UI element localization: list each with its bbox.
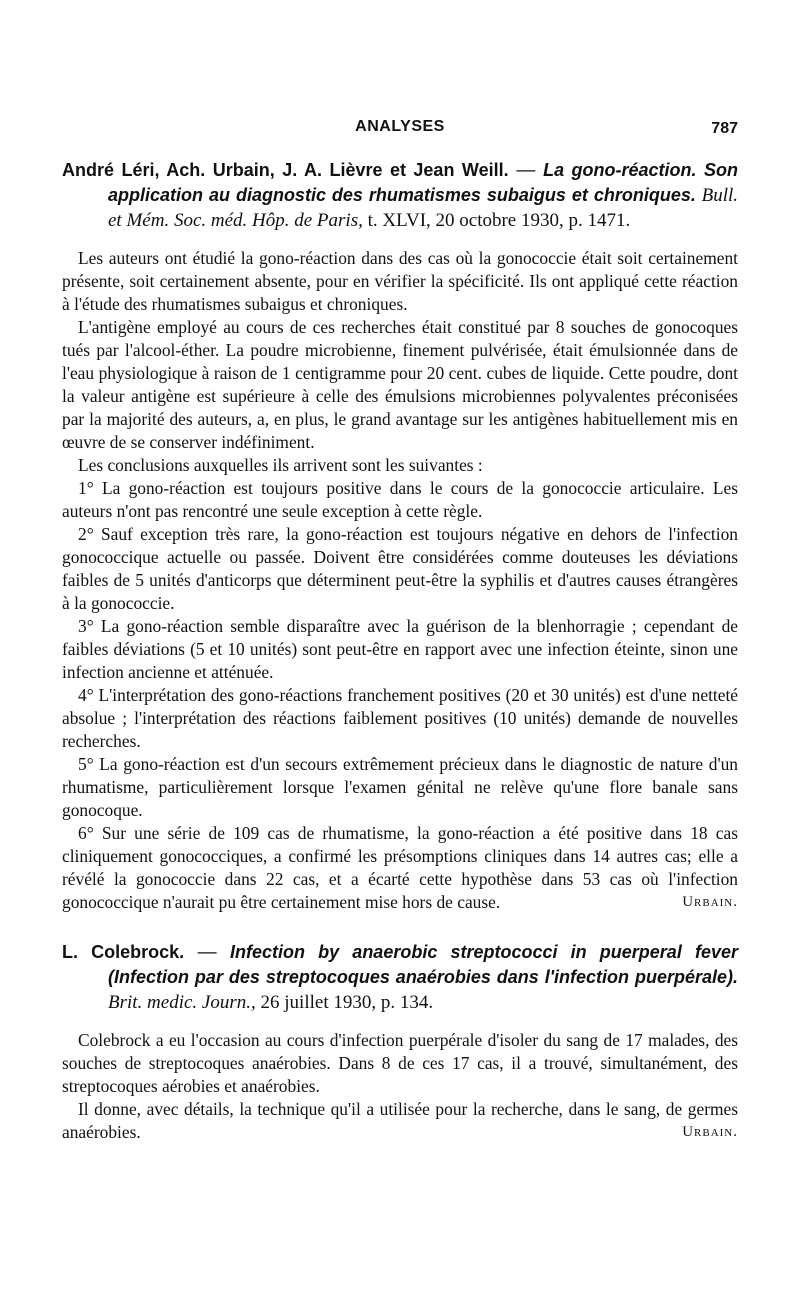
entry-2-paragraph: Colebrock a eu l'occasion au cours d'infection puerpérale d'isoler du sang de 17 malades, des souches de streptocoques anaérobies. Dans 8 de ces 17 cas, il a trouvé, simultanément, des streptocoques aérobies et anaérobies.	[62, 1030, 738, 1096]
section-title: ANALYSES	[355, 118, 445, 135]
entry-1-paragraph: 2° Sauf exception très rare, la gono-réaction est toujours négative en dehors de l'infection gonococcique actuelle ou passée. Doivent être considérées comme douteuses les déviations faibles de 5 unités d'anticorps que déterminent peut-être la syphilis et d'autres causes étrangères à la gonococcie.	[62, 524, 738, 613]
entry-2-abstract	[62, 1029, 738, 1144]
entry-1-paragraph-text: 6° Sur une série de 109 cas de rhumatisme, la gono-réaction a été positive dans 18 cas cliniquement gonococciques, a confirmé les présomptions cliniques dans 14 autres cas; elle a révélé la gonococcie dans 22 cas, et a écarté cette hypothèse dans 53 cas où l'infection gonococcique n'aurait pu être certainement mise hors de cause.	[62, 823, 738, 912]
entry-1-paragraph: 1° La gono-réaction est toujours positive dans le cours de la gonococcie articulaire. Les auteurs n'ont pas rencontré une seule exception à cette règle.	[62, 478, 738, 521]
entry-1-signature: Urbain.	[682, 894, 738, 910]
entry-1-heading	[62, 158, 738, 233]
entry-1-abstract	[62, 247, 738, 914]
entry-1-dash: —	[508, 160, 544, 181]
entry-2-title: Infection by anaerobic streptococci in puerperal fever (Infection par des streptocoques anaérobies dans l'infection puerpérale).	[108, 942, 738, 987]
entry-2-journal: Brit. medic. Journ.,	[108, 992, 256, 1013]
entry-1-citation: t. XLVI, 20 octobre 1930, p. 1471.	[362, 210, 631, 231]
page-number: 787	[711, 120, 738, 137]
entry-1-paragraph: 5° La gono-réaction est d'un secours extrêmement précieux dans le diagnostic de nature d'un rhumatisme, particulièrement lorsque l'examen génital ne relève qu'une flore banale sans gonocoque.	[62, 754, 738, 820]
entry-1-last-paragraph	[62, 822, 738, 914]
entry-2-authors: L. Colebrock.	[62, 942, 185, 962]
entry-2-heading	[62, 940, 738, 1015]
entry-2-last-paragraph	[62, 1098, 738, 1144]
entry-1-authors: André Léri, Ach. Urbain, J. A. Lièvre et Jean Weill.	[62, 160, 509, 180]
entry-1-journal: Bull. et Mém. Soc. méd. Hôp. de Paris,	[108, 185, 739, 231]
entry-2-dash: —	[184, 942, 231, 963]
entry-1-paragraph: Les conclusions auxquelles ils arrivent sont les suivantes :	[78, 455, 483, 475]
entry-2-paragraph-text: Il donne, avec détails, la technique qu'il a utilisée pour la recherche, dans le sang, de germes anaérobies.	[62, 1099, 738, 1142]
entry-1-paragraph: 3° La gono-réaction semble disparaître avec la guérison de la blenhorragie ; cependant de faibles déviations (5 et 10 unités) sont peut-être en rapport avec une infection éteinte, sinon une infection ancienne et atténuée.	[62, 616, 738, 682]
entry-2-signature: Urbain.	[682, 1124, 738, 1140]
entry-1-paragraph: Les auteurs ont étudié la gono-réaction dans des cas où la gonococcie était soit certainement présente, soit certainement absente, pour en vérifier la spécificité. Ils ont appliqué cette réaction à l'étude des rhumatismes subaigus et chroniques.	[62, 248, 738, 314]
entry-1-paragraph: L'antigène employé au cours de ces recherches était constitué par 8 souches de gonocoques tués par l'alcool-éther. La poudre microbienne, finement pulvérisée, était émulsionnée dans de l'eau physiologique à raison de 1 centigramme pour 20 cent. cubes de liquide. Cette poudre, dont la valeur antigène est supérieure à celle des émulsions microbiennes polyvalentes préconisées par la majorité des auteurs, a, en plus, le grand avantage sur les antigènes habituellement mis en œuvre de se conserver indéfiniment.	[62, 317, 738, 452]
entry-1-paragraph: 4° L'interprétation des gono-réactions franchement positives (20 et 30 unités) est d'une netteté absolue ; l'interprétation des réactions faiblement positives (10 unités) demande de nouvelles recherches.	[62, 685, 738, 751]
entry-1-title: La gono-réaction. Son application au diagnostic des rhumatismes subaigus et chroniques.	[108, 160, 738, 205]
journal-page	[62, 118, 738, 1148]
entry-2-citation: 26 juillet 1930, p. 134.	[255, 992, 434, 1013]
running-header	[62, 118, 738, 148]
